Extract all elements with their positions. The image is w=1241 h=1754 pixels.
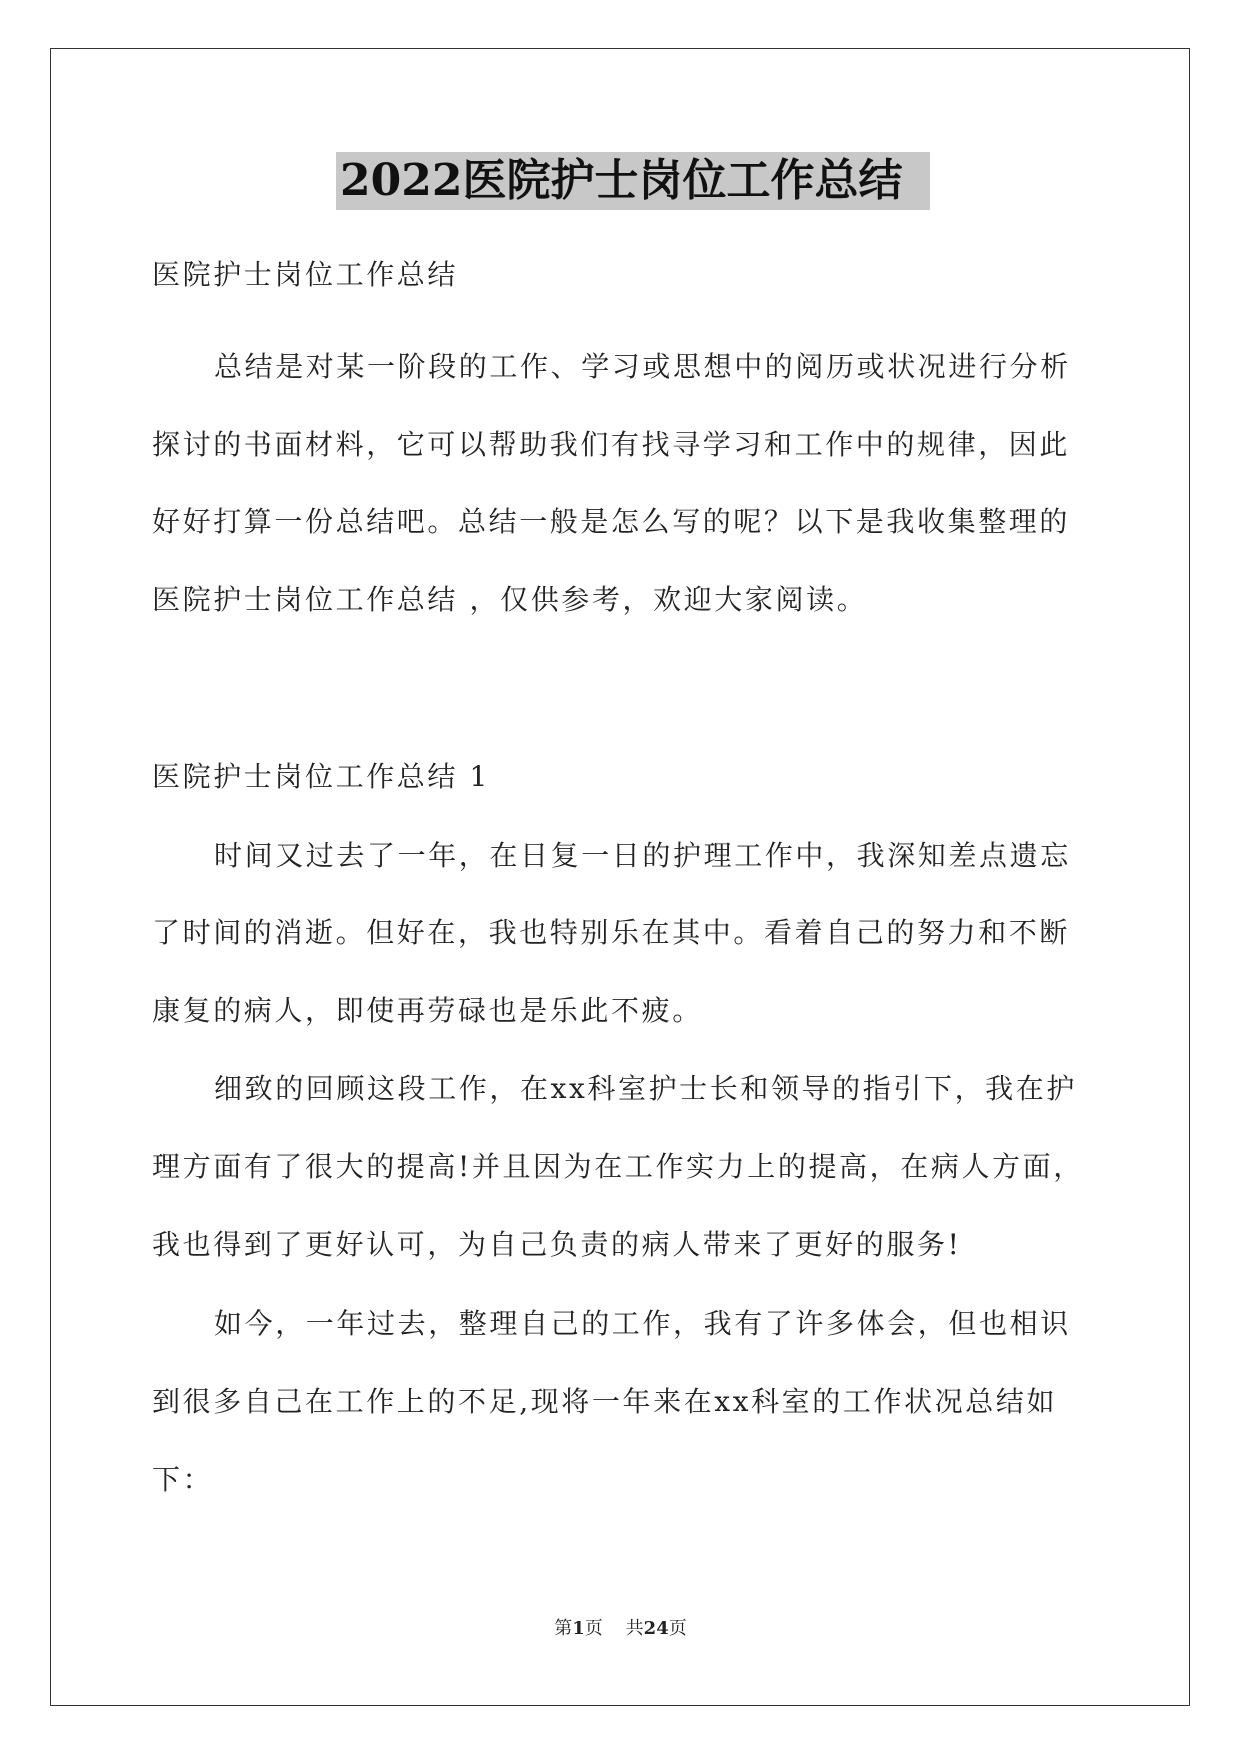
page-border xyxy=(50,48,1190,1706)
section-heading: 医院护士岗位工作总结 1 xyxy=(152,760,490,793)
page-number: 1 xyxy=(572,1618,585,1639)
page-footer xyxy=(0,1617,1241,1641)
intro-line-1: 总结是对某一阶段的工作、学习或思想中的阅历或状况进行分析 xyxy=(214,350,1071,383)
total-suffix: 页 xyxy=(668,1618,687,1639)
total-prefix: 共 xyxy=(625,1618,644,1639)
total-pages: 24 xyxy=(643,1618,669,1639)
paragraph3-line-1: 如今，一年过去，整理自己的工作，我有了许多体会，但也相识 xyxy=(214,1307,1071,1340)
intro-line-2: 探讨的书面材料，它可以帮助我们有找寻学习和工作中的规律，因此 xyxy=(152,428,1071,461)
intro-line-3: 好好打算一份总结吧。总结一般是怎么写的呢？以下是我收集整理的 xyxy=(152,505,1071,538)
intro-line-4: 医院护士岗位工作总结 ，仅供参考，欢迎大家阅读。 xyxy=(152,583,868,616)
paragraph2-line-2: 理方面有了很大的提高!并且因为在工作实力上的提高，在病人方面， xyxy=(152,1150,1084,1183)
page-prefix: 第 xyxy=(554,1618,573,1639)
document-title: 2022医院护士岗位工作总结 xyxy=(336,152,930,210)
paragraph1-line-3: 康复的病人，即使再劳碌也是乐此不疲。 xyxy=(152,994,703,1027)
paragraph1-line-1: 时间又过去了一年，在日复一日的护理工作中，我深知差点遗忘 xyxy=(214,839,1071,872)
page-suffix: 页 xyxy=(584,1618,603,1639)
paragraph1-line-2: 了时间的消逝。但好在，我也特别乐在其中。看着自己的努力和不断 xyxy=(152,916,1071,949)
document-subtitle: 医院护士岗位工作总结 xyxy=(152,258,459,291)
paragraph3-line-3: 下： xyxy=(152,1463,214,1496)
paragraph2-line-1: 细致的回顾这段工作，在xx科室护士长和领导的指引下，我在护 xyxy=(214,1072,1077,1105)
paragraph3-line-2: 到很多自己在工作上的不足,现将一年来在xx科室的工作状况总结如 xyxy=(152,1385,1058,1418)
paragraph2-line-3: 我也得到了更好认可，为自己负责的病人带来了更好的服务! xyxy=(152,1228,962,1261)
